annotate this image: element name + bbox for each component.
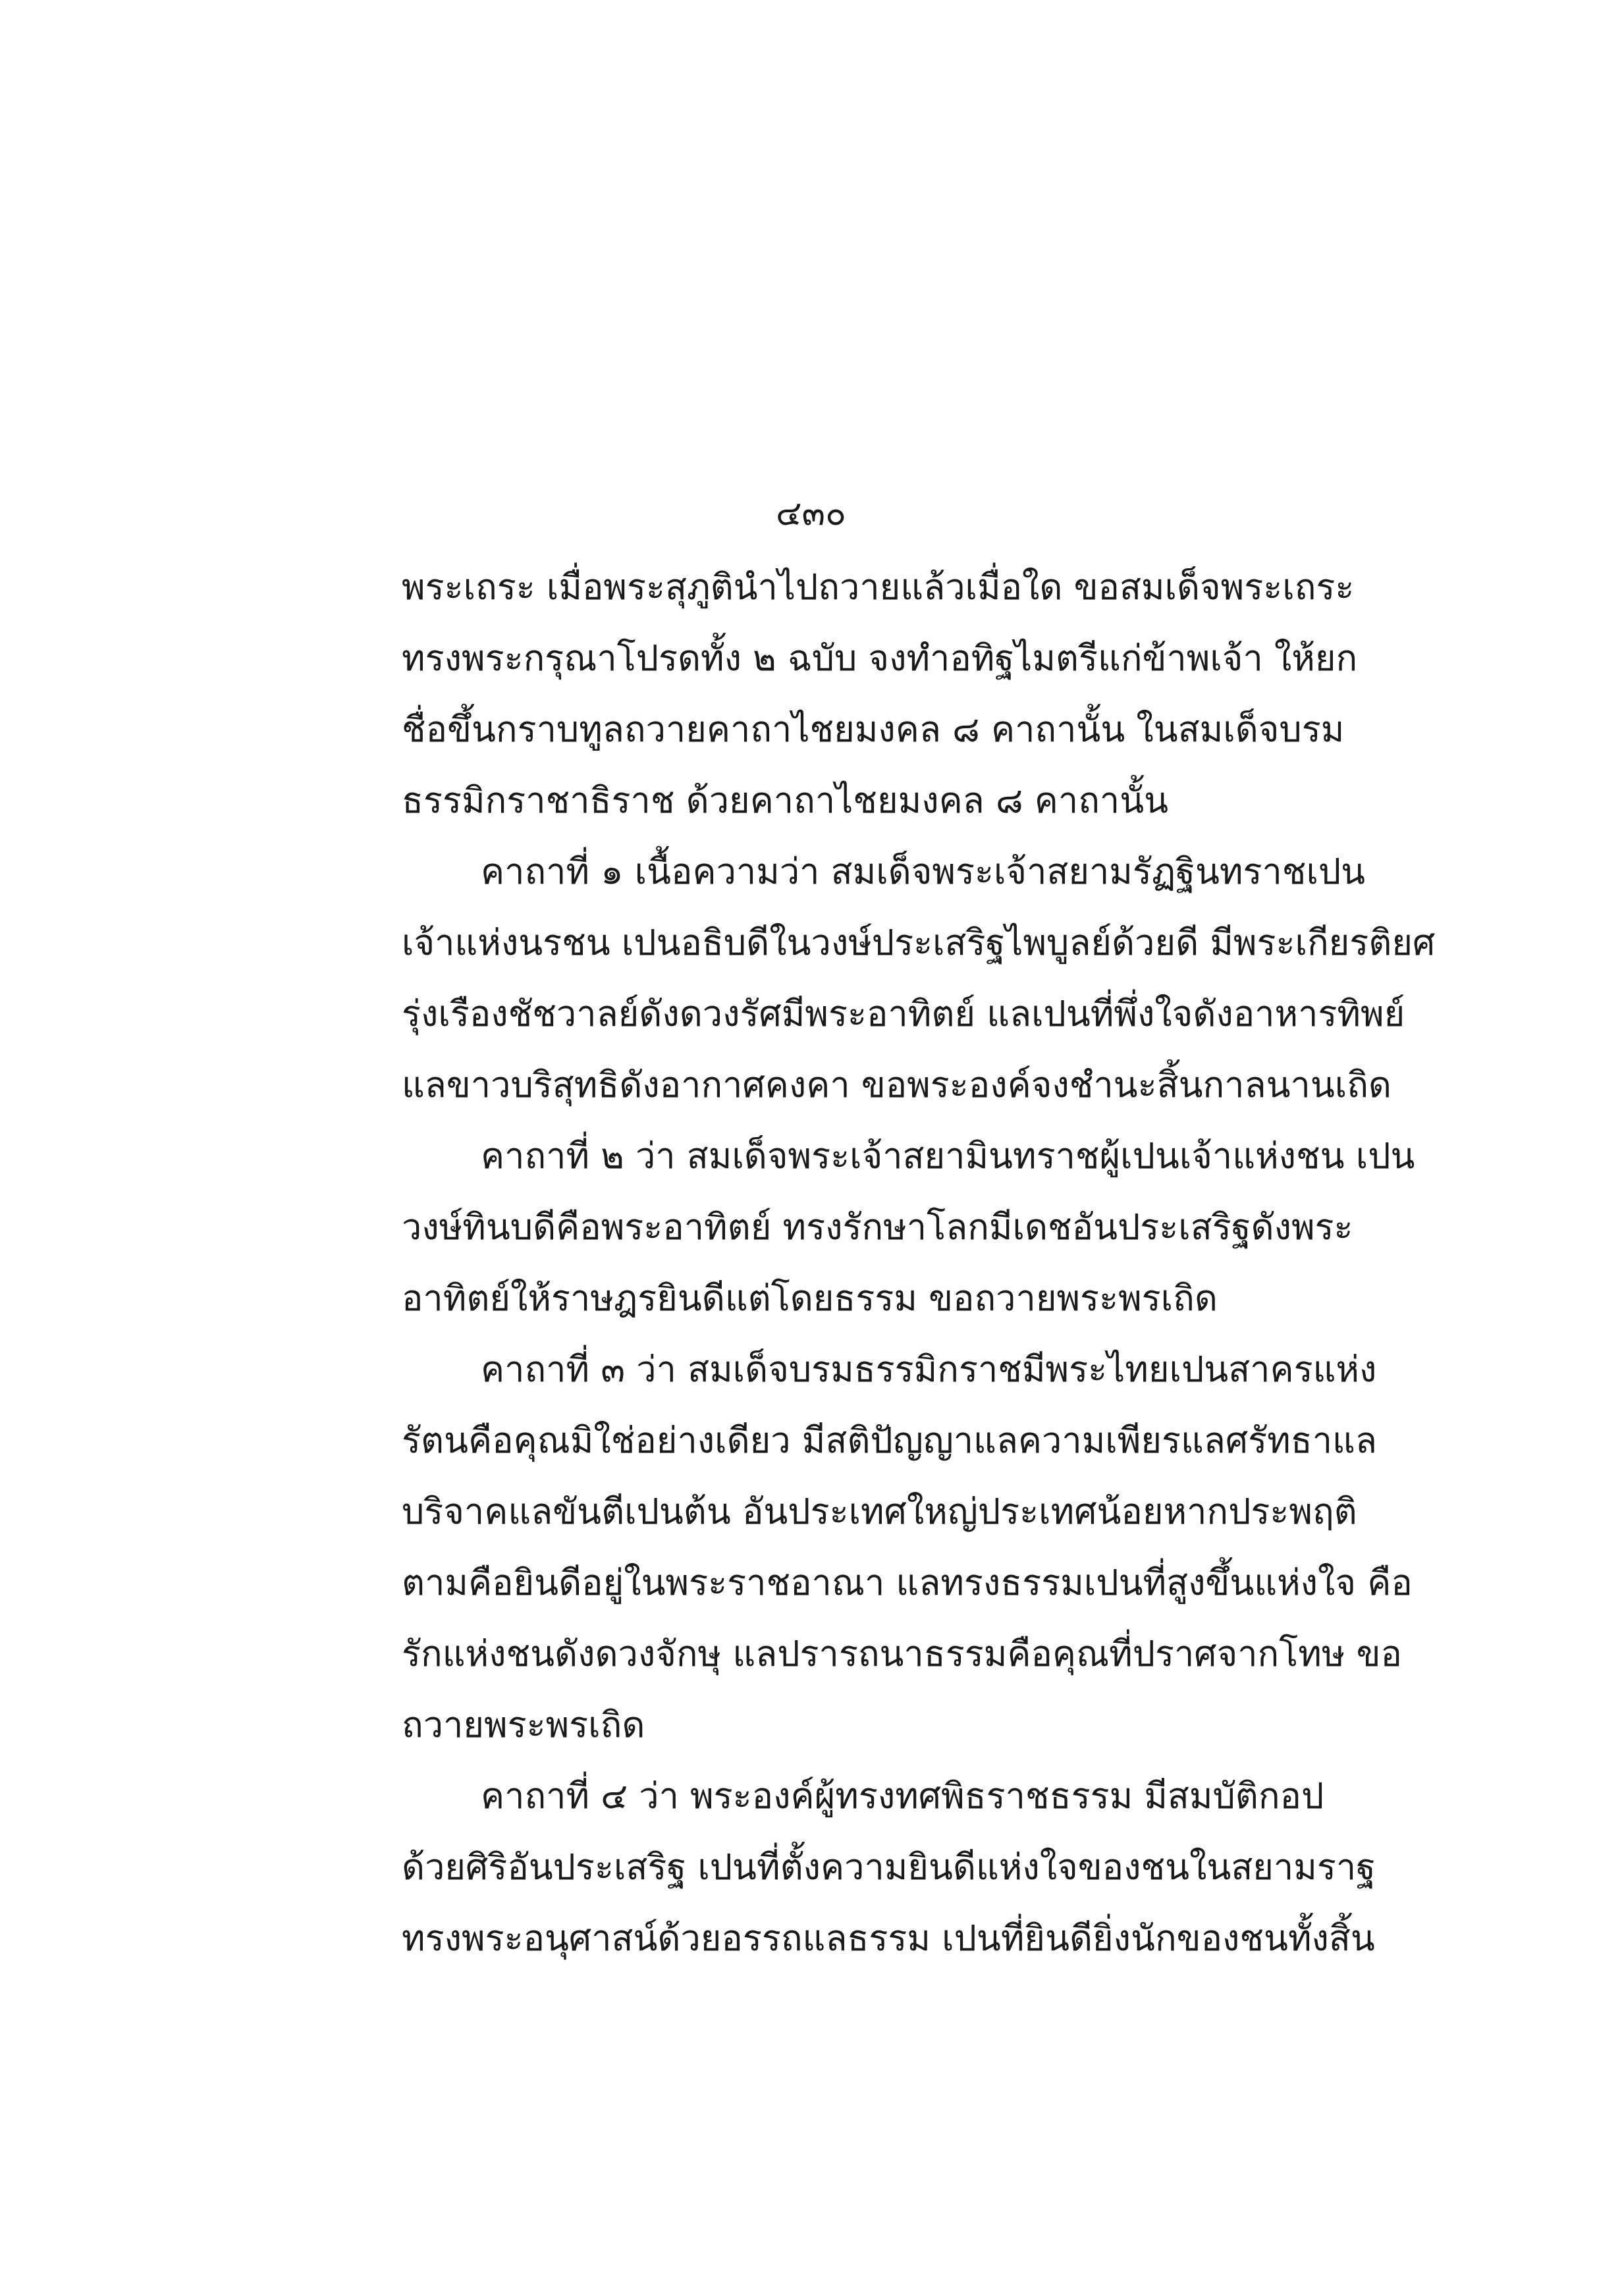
- text-line: คาถาที่ ๑ เนื้อความว่า สมเด็จพระเจ้าสยามรัฏฐินทราชเปน: [481, 851, 1366, 892]
- text-line: คาถาที่ ๓ ว่า สมเด็จบรมธรรมิกราชมีพระไทยเปนสาครแห่ง: [481, 1348, 1377, 1390]
- text-line: รุ่งเรืองชัชวาลย์ดังดวงรัศมีพระอาทิตย์ แลเปนที่พึ่งใจดังอาหารทิพย์: [402, 993, 1405, 1034]
- text-line: คาถาที่ ๔ ว่า พระองค์ผู้ทรงทศพิธราชธรรม มีสมบัติกอป: [481, 1775, 1324, 1817]
- text-line: ถวายพระพรเถิด: [402, 1704, 645, 1746]
- text-line: วงษ์ทินบดีคือพระอาทิตย์ ทรงรักษาโลกมีเดชอันประเสริฐดังพระ: [402, 1206, 1353, 1248]
- text-line: ทรงพระอนุศาสน์ด้วยอรรถแลธรรม เปนที่ยินดียิ่งนักของชนทั้งสิ้น: [402, 1917, 1375, 1959]
- text-line: ธรรมิกราชาธิราช ด้วยคาถาไชยมงคล ๘ คาถานั้น: [402, 780, 1169, 821]
- text-line: ทรงพระกรุณาโปรดทั้ง ๒ ฉบับ จงทำอทิฐไมตรีแก่ข้าพเจ้า ให้ยก: [402, 637, 1358, 679]
- body-text: [402, 552, 1436, 1974]
- text-line: ตามคือยินดีอยู่ในพระราชอาณา แลทรงธรรมเปนที่สูงขึ้นแห่งใจ คือ: [402, 1562, 1413, 1603]
- text-line: บริจาคแลขันตีเปนต้น อันประเทศใหญ่ประเทศน้อยหากประพฤติ: [402, 1491, 1357, 1532]
- text-line: เจ้าแห่งนรชน เปนอธิบดีในวงษ์ประเสริฐไพบูลย์ด้วยดี มีพระเกียรติยศ: [402, 922, 1436, 963]
- page-number: ๔๓๐: [776, 494, 846, 533]
- text-line: ด้วยศิริอันประเสริฐ เปนที่ตั้งความยินดีแห่งใจของชนในสยามราฐ: [402, 1846, 1376, 1888]
- text-line: พระเถระ เมื่อพระสุภูตินำไปถวายแล้วเมื่อใด ขอสมเด็จพระเถระ: [402, 566, 1355, 608]
- text-line: ชื่อขึ้นกราบทูลถวายคาถาไชยมงคล ๘ คาถานั้น ในสมเด็จบรม: [402, 708, 1345, 750]
- text-line: รักแห่งชนดังดวงจักษุ แลปรารถนาธรรมคือคุณที่ปราศจากโทษ ขอ: [402, 1633, 1402, 1674]
- text-line: คาถาที่ ๒ ว่า สมเด็จพระเจ้าสยามินทราชผู้เปนเจ้าแห่งชน เปน: [481, 1135, 1415, 1177]
- text-line: อาทิตย์ให้ราษฎรยินดีแต่โดยธรรม ขอถวายพระพรเถิด: [402, 1277, 1218, 1319]
- text-line: แลขาวบริสุทธิดังอากาศคงคา ขอพระองค์จงชำนะสิ้นกาลนานเถิด: [402, 1064, 1392, 1106]
- text-line: รัตนคือคุณมิใช่อย่างเดียว มีสติปัญญาแลความเพียรแลศรัทธาแล: [402, 1420, 1377, 1461]
